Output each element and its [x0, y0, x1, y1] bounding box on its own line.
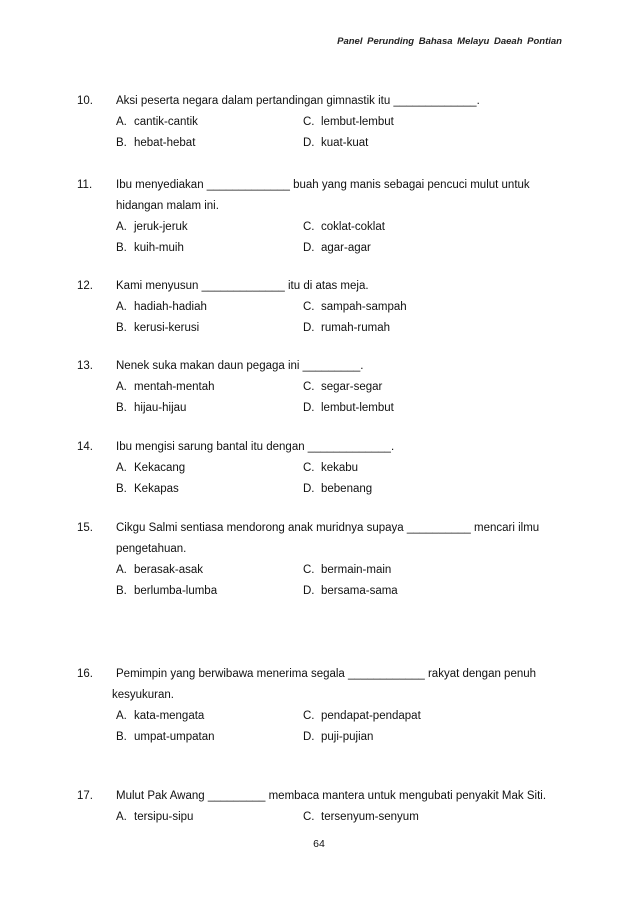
option-text: agar-agar [321, 242, 371, 254]
option-letter: C. [303, 462, 315, 474]
option-text: lembut-lembut [321, 116, 394, 128]
question-text: Nenek suka makan daun pegaga ini _________. [116, 360, 364, 372]
question-15 [0, 518, 638, 602]
option-text: jeruk-jeruk [134, 221, 188, 233]
option-text: bersama-sama [321, 585, 398, 597]
option-text: bebenang [321, 483, 373, 495]
option-a [116, 807, 193, 828]
question-text: Pemimpin yang berwibawa menerima segala ____________ rakyat dengan penuh [116, 668, 537, 680]
option-c [303, 807, 419, 828]
option-text: hijau-hijau [134, 402, 187, 414]
option-letter: D. [303, 731, 315, 743]
question-number: 15. [77, 522, 93, 534]
option-text: Kekapas [134, 483, 179, 495]
option-letter: D. [303, 483, 315, 495]
option-letter: A. [116, 462, 127, 474]
question-number: 14. [77, 441, 93, 453]
option-a [116, 112, 198, 133]
question-text: Ibu menyediakan _____________ buah yang manis sebagai pencuci mulut untuk [116, 179, 530, 191]
option-a [116, 297, 207, 318]
question-text: Aksi peserta negara dalam pertandingan gimnastik itu _____________. [116, 95, 480, 107]
option-text: berlumba-lumba [134, 585, 218, 597]
option-b [116, 133, 195, 154]
question-number: 17. [77, 790, 93, 802]
option-a [116, 377, 215, 398]
option-b [116, 727, 215, 748]
question-14 [0, 437, 638, 500]
option-text: berasak-asak [134, 564, 204, 576]
option-text: hebat-hebat [134, 137, 196, 149]
question-text: Ibu mengisi sarung bantal itu dengan _____________. [116, 441, 395, 453]
question-11 [0, 175, 638, 259]
option-b [116, 318, 199, 339]
option-text: kekabu [321, 462, 359, 474]
option-text: cantik-cantik [134, 116, 198, 128]
question-number: 16. [77, 668, 93, 680]
option-letter: A. [116, 811, 127, 823]
option-letter: D. [303, 322, 315, 334]
option-d [303, 318, 390, 339]
option-text: rumah-rumah [321, 322, 391, 334]
option-text: segar-segar [321, 381, 383, 393]
question-number: 10. [77, 95, 93, 107]
option-d [303, 238, 371, 259]
option-letter: D. [303, 137, 315, 149]
option-c [303, 377, 382, 398]
option-text: mentah-mentah [134, 381, 215, 393]
option-letter: D. [303, 585, 315, 597]
option-c [303, 297, 407, 318]
option-text: kata-mengata [134, 710, 205, 722]
page-number: 64 [313, 838, 325, 850]
option-letter: A. [116, 564, 127, 576]
option-c [303, 560, 391, 581]
question-text: Kami menyusun _____________ itu di atas meja. [116, 280, 369, 292]
question-10 [0, 91, 638, 154]
option-c [303, 112, 394, 133]
option-b [116, 398, 186, 419]
option-letter: B. [116, 402, 127, 414]
option-text: lembut-lembut [321, 402, 394, 414]
option-d [303, 581, 398, 602]
option-text: puji-pujian [321, 731, 374, 743]
option-text: umpat-umpatan [134, 731, 215, 743]
option-letter: C. [303, 564, 315, 576]
option-text: kuih-muih [134, 242, 184, 254]
option-b [116, 581, 217, 602]
question-16 [0, 664, 638, 748]
question-13 [0, 356, 638, 419]
option-letter: C. [303, 811, 315, 823]
option-text: kerusi-kerusi [134, 322, 200, 334]
question-text-continued: pengetahuan. [116, 543, 187, 555]
option-a [116, 706, 204, 727]
option-letter: C. [303, 710, 315, 722]
question-number: 12. [77, 280, 93, 292]
question-12 [0, 276, 638, 339]
option-b [116, 479, 179, 500]
option-a [116, 217, 188, 238]
option-c [303, 706, 421, 727]
option-text: tersenyum-senyum [321, 811, 419, 823]
option-letter: A. [116, 221, 127, 233]
option-letter: C. [303, 221, 315, 233]
option-letter: D. [303, 402, 315, 414]
option-letter: A. [116, 301, 127, 313]
option-letter: A. [116, 116, 127, 128]
option-letter: B. [116, 731, 127, 743]
question-text: Cikgu Salmi sentiasa mendorong anak muridnya supaya __________ mencari ilmu [116, 522, 540, 534]
option-letter: D. [303, 242, 315, 254]
question-number: 13. [77, 360, 93, 372]
option-letter: C. [303, 301, 315, 313]
option-d [303, 133, 368, 154]
option-letter: B. [116, 585, 127, 597]
option-text: tersipu-sipu [134, 811, 194, 823]
option-text: pendapat-pendapat [321, 710, 421, 722]
option-text: kuat-kuat [321, 137, 369, 149]
option-letter: C. [303, 381, 315, 393]
option-letter: B. [116, 242, 127, 254]
question-text: Mulut Pak Awang _________ membaca mantera untuk mengubati penyakit Mak Siti. [116, 790, 547, 802]
option-a [116, 458, 185, 479]
option-text: bermain-main [321, 564, 392, 576]
question-text-continued: kesyukuran. [112, 689, 175, 701]
option-c [303, 458, 358, 479]
question-number: 11. [77, 179, 93, 191]
option-text: coklat-coklat [321, 221, 385, 233]
option-d [303, 727, 373, 748]
option-c [303, 217, 385, 238]
option-a [116, 560, 203, 581]
question-17 [0, 786, 638, 828]
option-b [116, 238, 184, 259]
question-text-continued: hidangan malam ini. [116, 200, 219, 212]
option-text: sampah-sampah [321, 301, 407, 313]
option-text: hadiah-hadiah [134, 301, 207, 313]
option-letter: B. [116, 483, 127, 495]
option-letter: B. [116, 322, 127, 334]
option-text: Kekacang [134, 462, 186, 474]
option-d [303, 479, 372, 500]
option-letter: A. [116, 381, 127, 393]
page-header: Panel Perunding Bahasa Melayu Daeah Pontian [337, 36, 562, 47]
option-d [303, 398, 394, 419]
option-letter: C. [303, 116, 315, 128]
option-letter: A. [116, 710, 127, 722]
option-letter: B. [116, 137, 127, 149]
